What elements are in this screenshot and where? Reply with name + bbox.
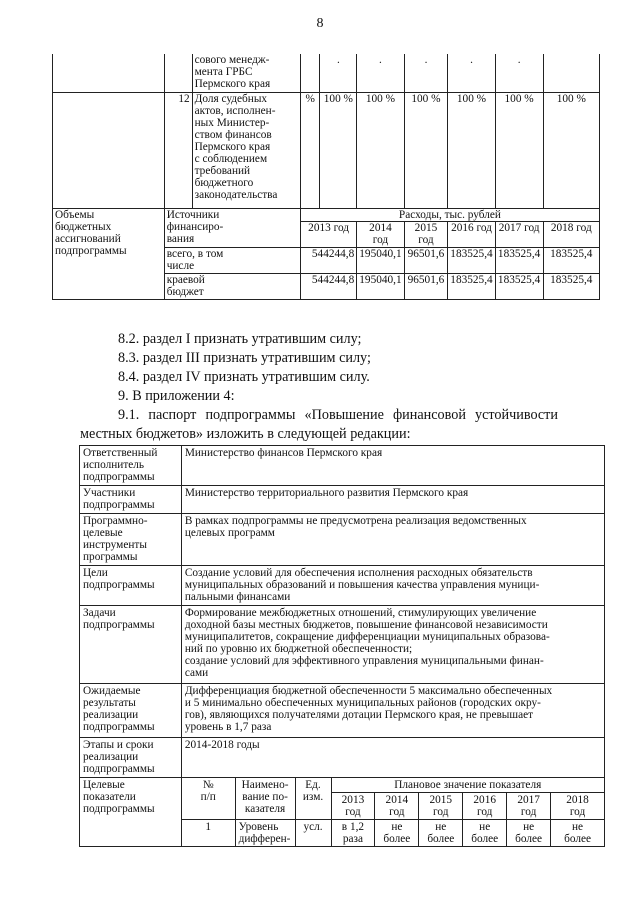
- target-unit: усл.: [295, 820, 331, 847]
- paragraph-8-3: 8.3. раздел III признать утратившим силу;: [118, 350, 371, 366]
- paragraph-9-1: 9.1. паспорт подпрограммы «Повышение финансовой устойчивости: [118, 407, 558, 423]
- indicator-value: 100 %: [320, 92, 357, 208]
- indicator-number: 12: [164, 92, 192, 208]
- empty-cell: [543, 54, 599, 92]
- indicator-value: 100 %: [357, 92, 404, 208]
- budget-value: 195040,1: [357, 247, 404, 273]
- target-number: 1: [181, 820, 235, 847]
- tick-mark: .: [448, 54, 495, 92]
- passport-table: [79, 445, 605, 847]
- passport-value: В рамках подпрограммы не предусмотрена реализация ведомственных целевых программ: [181, 514, 604, 566]
- budget-label: Объемы бюджетных ассигнований подпрограммы: [53, 208, 165, 299]
- target-name: Уровень дифферен-: [235, 820, 295, 847]
- paragraph-9-1-cont: местных бюджетов» изложить в следующей редакции:: [80, 426, 411, 442]
- budget-value: 183525,4: [448, 247, 495, 273]
- budget-value: 183525,4: [543, 273, 599, 299]
- passport-value: Формирование межбюджетных отношений, стимулирующих увеличение доходной базы местных бюджетов, повышение финансовой независимости муниципалитетов, сокращение дифференциации муниципальных образова- ний по уровню их бюджетной обеспеченности; создание условий для эффективного управления муниципальными финан- сами: [181, 606, 604, 684]
- year-header: 2018 год: [543, 221, 599, 247]
- tick-mark: .: [320, 54, 357, 92]
- target-value: не более: [419, 820, 463, 847]
- target-year: 2015 год: [419, 793, 463, 820]
- target-year: 2016 год: [463, 793, 507, 820]
- budget-value: 96501,6: [404, 273, 448, 299]
- target-year: 2017 год: [507, 793, 551, 820]
- indicators-budget-table: [52, 54, 600, 300]
- num-header: № п/п: [181, 778, 235, 820]
- budget-value: 183525,4: [543, 247, 599, 273]
- empty-cell: [53, 54, 165, 92]
- targets-label: Целевые показатели подпрограммы: [80, 778, 182, 847]
- budget-value: 544244,8: [300, 273, 356, 299]
- indicator-name: Доля судебных актов, исполнен- ных Министер- ством финансов Пермского края с соблюдением требований бюджетного законодательства: [192, 92, 300, 208]
- budget-value: 544244,8: [300, 247, 356, 273]
- paragraph-8-4: 8.4. раздел IV признать утратившим силу.: [118, 369, 370, 385]
- empty-cell: [53, 92, 165, 208]
- passport-label: Участники подпрограммы: [80, 486, 182, 514]
- indicator-value: 100 %: [448, 92, 495, 208]
- indicator-value: 100 %: [495, 92, 543, 208]
- passport-value: Создание условий для обеспечения исполнения расходных обязательств муниципальных образований и повышения качества управления муници- пальными финансами: [181, 566, 604, 606]
- year-header: 2017 год: [495, 221, 543, 247]
- target-value: в 1,2 раза: [331, 820, 375, 847]
- passport-label: Цели подпрограммы: [80, 566, 182, 606]
- indicator-value: 100 %: [404, 92, 448, 208]
- year-header: 2014 год: [357, 221, 404, 247]
- target-value: не более: [375, 820, 419, 847]
- unit-header: Ед. изм.: [295, 778, 331, 820]
- target-year: 2018 год: [551, 793, 605, 820]
- year-header: 2013 год: [300, 221, 356, 247]
- paragraph-8-2: 8.2. раздел I признать утратившим силу;: [118, 331, 362, 347]
- empty-cell: [164, 54, 192, 92]
- passport-label: Ответственный исполнитель подпрограммы: [80, 446, 182, 486]
- passport-value: Министерство территориального развития Пермского края: [181, 486, 604, 514]
- sources-header: Источники финансиро- вания: [164, 208, 300, 247]
- indicator-unit: %: [300, 92, 320, 208]
- budget-value: 195040,1: [357, 273, 404, 299]
- passport-label: Программно- целевые инструменты программы: [80, 514, 182, 566]
- expenses-header: Расходы, тыс. рублей: [300, 208, 599, 221]
- target-value: не более: [463, 820, 507, 847]
- year-header: 2015 год: [404, 221, 448, 247]
- target-year: 2014 год: [375, 793, 419, 820]
- name-header: Наимено- вание по- казателя: [235, 778, 295, 820]
- year-header: 2016 год: [448, 221, 495, 247]
- plan-header: Плановое значение показателя: [331, 778, 605, 793]
- empty-cell: [300, 54, 320, 92]
- tick-mark: .: [357, 54, 404, 92]
- passport-label: Ожидаемые результаты реализации подпрограммы: [80, 684, 182, 738]
- paragraph-9: 9. В приложении 4:: [118, 388, 235, 404]
- indicator-value: 100 %: [543, 92, 599, 208]
- page-number: 8: [316, 16, 324, 31]
- target-year: 2013 год: [331, 793, 375, 820]
- passport-value: Дифференциация бюджетной обеспеченности 5 максимально обеспеченных и 5 минимально обеспеченных муниципальных районов (городских окру- гов), являющихся получателями дотации Пермского края, не превышает уровень в 1,7 раза: [181, 684, 604, 738]
- budget-value: 183525,4: [495, 247, 543, 273]
- passport-value: Министерство финансов Пермского края: [181, 446, 604, 486]
- indicator-name-continued: сового менедж- мента ГРБС Пермского края: [192, 54, 300, 92]
- budget-value: 183525,4: [448, 273, 495, 299]
- budget-value: 183525,4: [495, 273, 543, 299]
- source-regional-label: краевой бюджет: [164, 273, 300, 299]
- target-value: не более: [507, 820, 551, 847]
- source-total-label: всего, в том числе: [164, 247, 300, 273]
- tick-mark: .: [404, 54, 448, 92]
- passport-label: Этапы и сроки реализации подпрограммы: [80, 738, 182, 778]
- target-value: не более: [551, 820, 605, 847]
- passport-value: 2014-2018 годы: [181, 738, 604, 778]
- tick-mark: .: [495, 54, 543, 92]
- budget-value: 96501,6: [404, 247, 448, 273]
- passport-label: Задачи подпрограммы: [80, 606, 182, 684]
